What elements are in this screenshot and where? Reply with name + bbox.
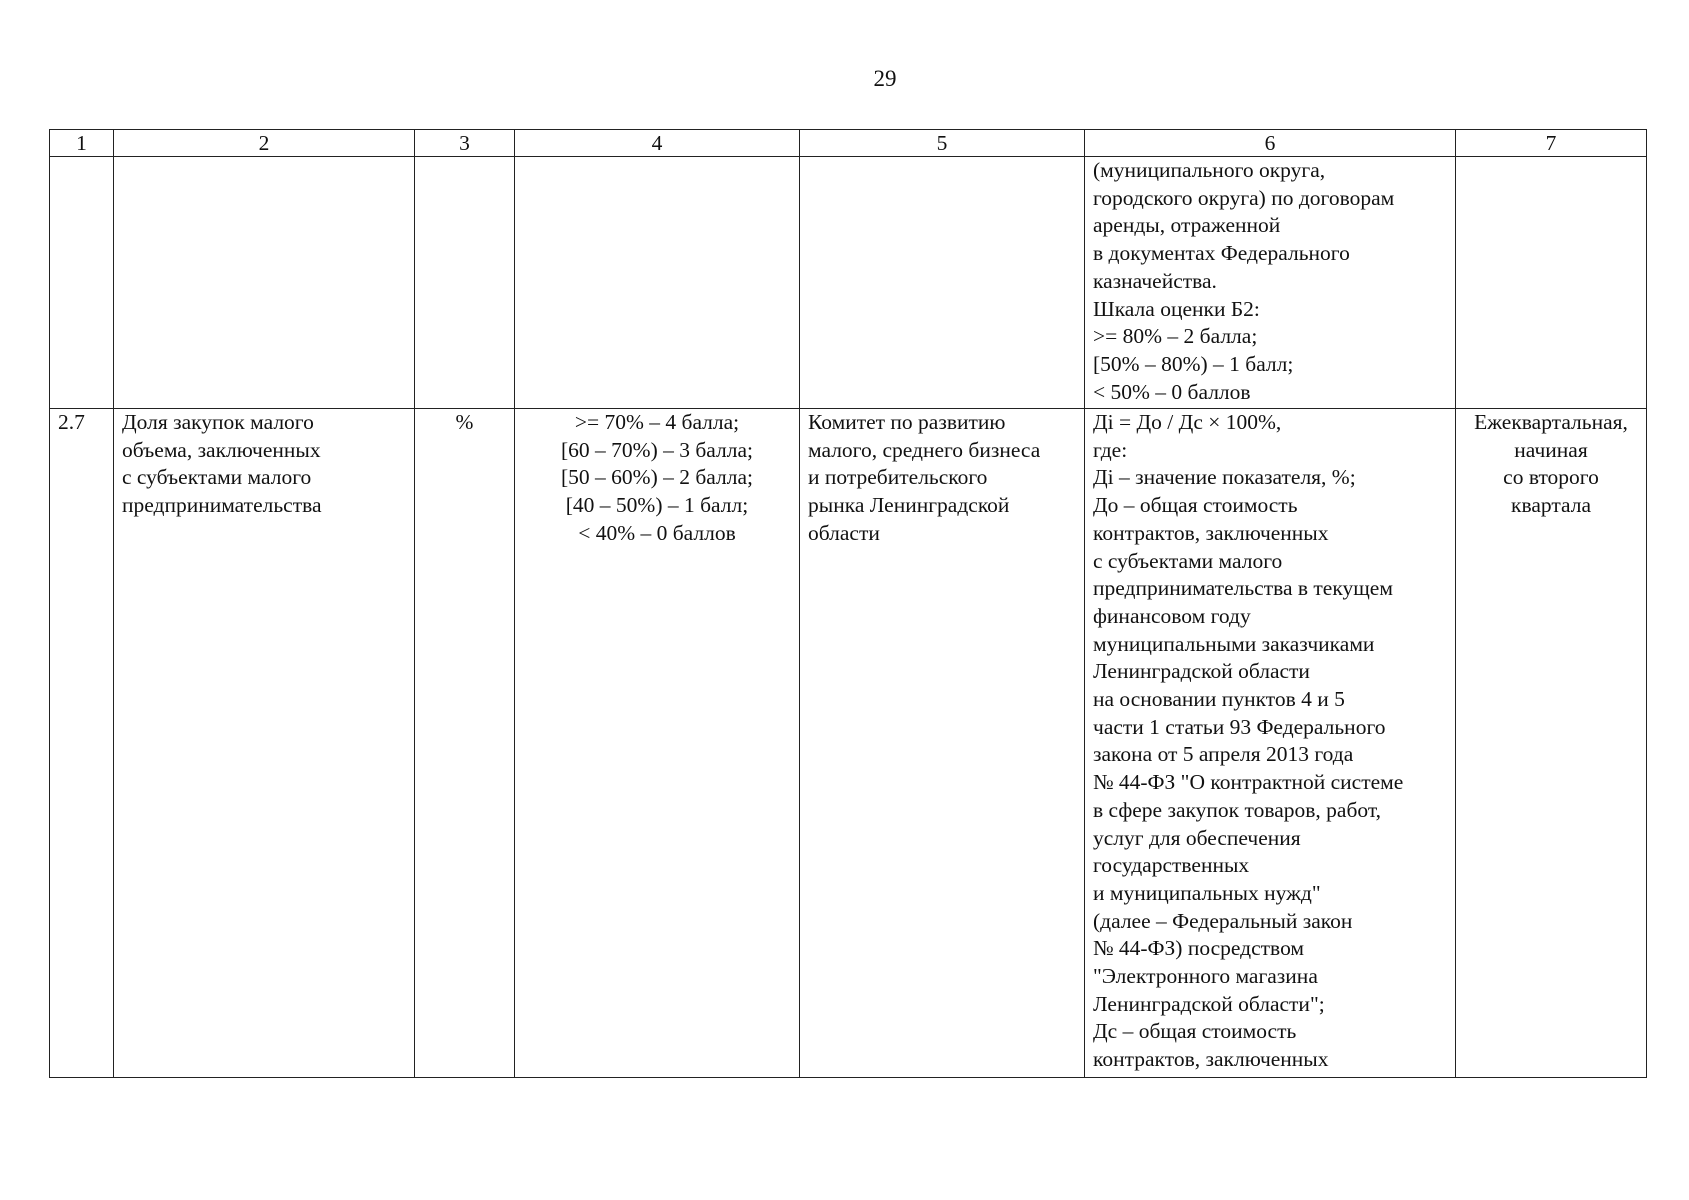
formula-line: финансовом году bbox=[1093, 603, 1251, 628]
method-line: городского округа) по договорам bbox=[1093, 185, 1395, 210]
periodicity-line: квартала bbox=[1511, 493, 1591, 518]
continuation-cell-4 bbox=[515, 157, 800, 409]
formula-line: Дi – значение показателя, %; bbox=[1093, 465, 1356, 490]
periodicity-line: Ежеквартальная, bbox=[1474, 410, 1628, 434]
header-cell-4: 4 bbox=[515, 130, 800, 157]
formula-cell bbox=[1085, 409, 1456, 1078]
formula-line: муниципальными заказчиками bbox=[1093, 631, 1375, 656]
responsible-line: малого, среднего бизнеса bbox=[808, 437, 1041, 462]
formula-line: где: bbox=[1093, 437, 1128, 462]
continuation-cell-1 bbox=[50, 157, 114, 409]
name-line: Доля закупок малого bbox=[122, 410, 314, 434]
responsible-line: области bbox=[808, 520, 880, 545]
formula-line: предпринимательства в текущем bbox=[1093, 576, 1393, 601]
formula-line: на основании пунктов 4 и 5 bbox=[1093, 687, 1345, 712]
formula-line: Ленинградской области bbox=[1093, 659, 1310, 684]
formula-line: части 1 статьи 93 Федерального bbox=[1093, 714, 1386, 739]
continuation-cell-3 bbox=[415, 157, 515, 409]
method-line: аренды, отраженной bbox=[1093, 213, 1281, 238]
method-line: казначейства. bbox=[1093, 268, 1217, 293]
method-line: >= 80% – 2 балла; bbox=[1093, 324, 1258, 349]
formula-line: № 44-ФЗ "О контрактной системе bbox=[1093, 770, 1404, 795]
formula-line: Дi = До / Дс × 100%, bbox=[1093, 410, 1282, 434]
method-line: [50% – 80%) – 1 балл; bbox=[1093, 351, 1294, 376]
indicator-name-cell bbox=[114, 409, 415, 1078]
formula-line: контрактов, заключенных bbox=[1093, 520, 1329, 545]
formula-line: № 44-ФЗ) посредством bbox=[1093, 936, 1305, 961]
header-cell-3: 3 bbox=[415, 130, 515, 157]
name-line: предпринимательства bbox=[122, 493, 322, 518]
continuation-cell-7 bbox=[1456, 157, 1647, 409]
scale-line: >= 70% – 4 балла; bbox=[574, 410, 740, 434]
continuation-method-cell bbox=[1085, 157, 1456, 409]
scale-line: < 40% – 0 баллов bbox=[578, 520, 736, 545]
formula-line: "Электронного магазина bbox=[1093, 964, 1318, 989]
formula-line: Дс – общая стоимость bbox=[1093, 1019, 1297, 1044]
formula-line: Ленинградской области"; bbox=[1093, 991, 1325, 1016]
formula-line: и муниципальных нужд" bbox=[1093, 880, 1321, 905]
name-line: объема, заключенных bbox=[122, 437, 321, 462]
responsible-cell bbox=[800, 409, 1085, 1078]
formula-line: услуг для обеспечения bbox=[1093, 825, 1301, 850]
method-line: (муниципального округа, bbox=[1093, 158, 1326, 182]
periodicity-cell bbox=[1456, 409, 1647, 1078]
header-cell-6: 6 bbox=[1085, 130, 1456, 157]
scale-line: [50 – 60%) – 2 балла; bbox=[561, 465, 753, 490]
formula-line: государственных bbox=[1093, 853, 1250, 878]
responsible-line: Комитет по развитию bbox=[808, 410, 1006, 434]
responsible-line: рынка Ленинградской bbox=[808, 493, 1010, 518]
row-number-cell: 2.7 bbox=[50, 409, 114, 1078]
header-cell-2: 2 bbox=[114, 130, 415, 157]
formula-line: До – общая стоимость bbox=[1093, 493, 1298, 518]
scale-line: [40 – 50%) – 1 балл; bbox=[565, 493, 749, 518]
header-row bbox=[50, 130, 1647, 157]
method-line: < 50% – 0 баллов bbox=[1093, 379, 1251, 404]
table-row-2-7 bbox=[50, 409, 1647, 1078]
table-row-continuation bbox=[50, 157, 1647, 409]
unit-cell: % bbox=[415, 409, 515, 1078]
continuation-cell-2 bbox=[114, 157, 415, 409]
formula-line: (далее – Федеральный закон bbox=[1093, 908, 1353, 933]
header-cell-7: 7 bbox=[1456, 130, 1647, 157]
name-line: с субъектами малого bbox=[122, 465, 312, 490]
formula-line: в сфере закупок товаров, работ, bbox=[1093, 797, 1382, 822]
formula-line: контрактов, заключенных bbox=[1093, 1047, 1329, 1072]
scale-cell bbox=[515, 409, 800, 1078]
formula-line: с субъектами малого bbox=[1093, 548, 1283, 573]
continuation-cell-5 bbox=[800, 157, 1085, 409]
periodicity-line: со второго bbox=[1503, 465, 1599, 490]
indicator-table bbox=[49, 129, 1647, 1078]
periodicity-line: начиная bbox=[1514, 437, 1588, 462]
method-line: Шкала оценки Б2: bbox=[1093, 296, 1260, 321]
scale-line: [60 – 70%) – 3 балла; bbox=[561, 437, 753, 462]
responsible-line: и потребительского bbox=[808, 465, 988, 490]
page-number: 29 bbox=[873, 66, 897, 91]
formula-line: закона от 5 апреля 2013 года bbox=[1093, 742, 1354, 767]
header-cell-5: 5 bbox=[800, 130, 1085, 157]
method-line: в документах Федерального bbox=[1093, 241, 1350, 266]
header-cell-1: 1 bbox=[50, 130, 114, 157]
